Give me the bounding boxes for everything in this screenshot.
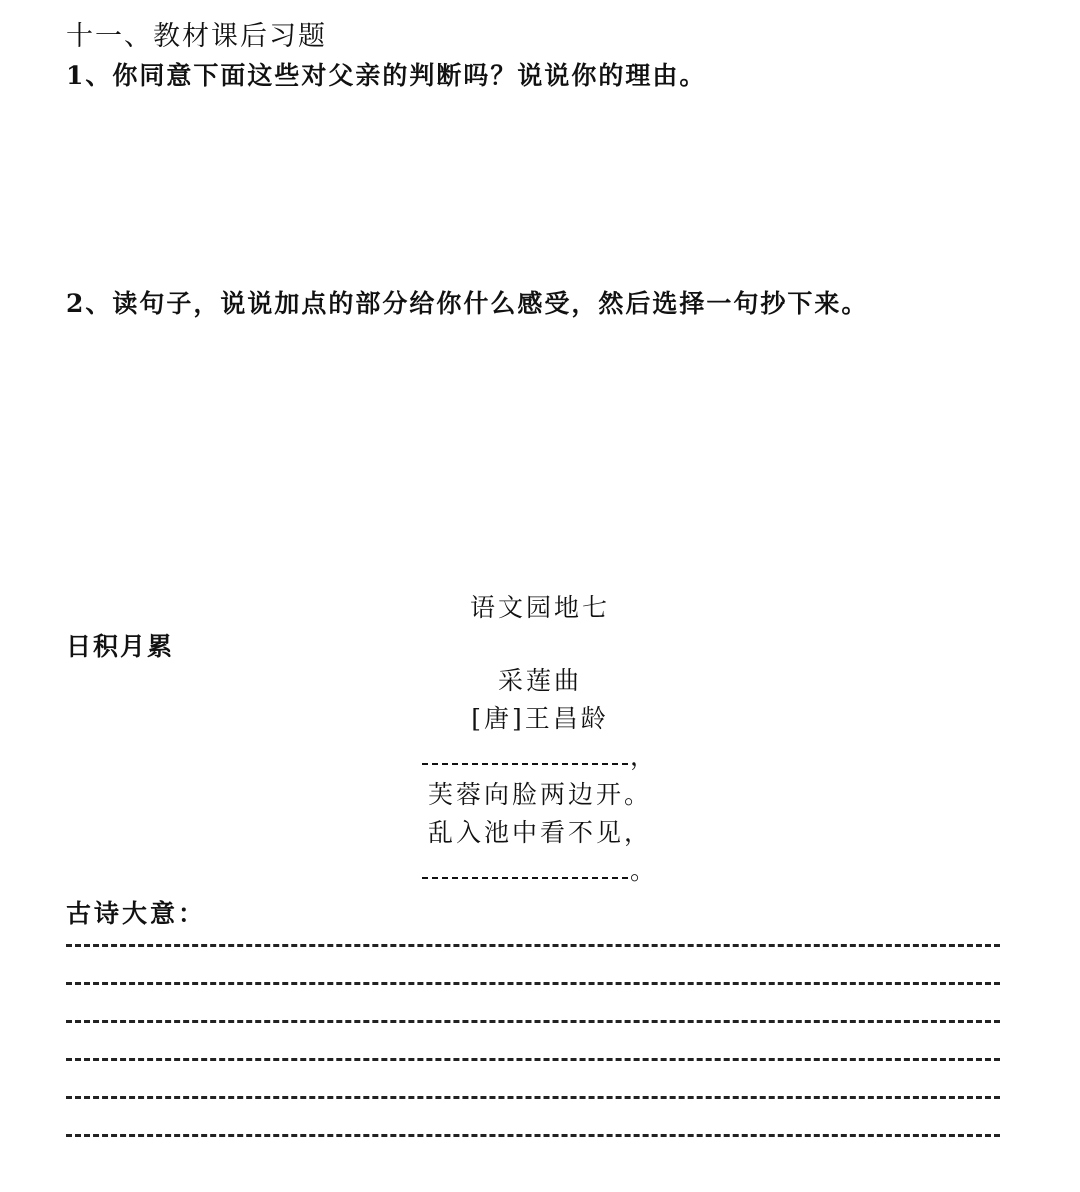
poem-line-4 bbox=[0, 854, 1080, 892]
section-title: 十一、教材课后习题 bbox=[66, 21, 327, 52]
garden-title: 语文园地七 bbox=[469, 593, 610, 622]
answer-line[interactable] bbox=[66, 944, 1000, 949]
poem-line-2: 芙蓉向脸两边开。 bbox=[427, 780, 652, 809]
answer-line[interactable] bbox=[66, 1134, 1000, 1139]
question-1: 1、你同意下面这些对父亲的判断吗？说说你的理由。 bbox=[66, 61, 707, 90]
answer-line[interactable] bbox=[66, 1058, 1000, 1063]
meaning-label: 古诗大意： bbox=[66, 899, 207, 928]
poem-line-4-punct: 。 bbox=[629, 856, 658, 885]
answer-line[interactable] bbox=[66, 1096, 1000, 1101]
meaning-answer-area[interactable] bbox=[66, 944, 1000, 1172]
poem-blank-4[interactable] bbox=[422, 859, 628, 879]
poem-line-1 bbox=[0, 740, 1080, 778]
poem-line-3: 乱入池中看不见， bbox=[427, 818, 652, 847]
accumulation-label: 日积月累 bbox=[66, 632, 175, 661]
poem-line-1-punct: ， bbox=[629, 742, 658, 771]
answer-line[interactable] bbox=[66, 1020, 1000, 1025]
poem-title: 采莲曲 bbox=[497, 666, 582, 695]
poem-blank-1[interactable] bbox=[422, 745, 628, 765]
poem-author: [唐]王昌龄 bbox=[471, 704, 609, 733]
answer-line[interactable] bbox=[66, 982, 1000, 987]
poem-block bbox=[0, 664, 1080, 892]
question-2: 2、读句子，说说加点的部分给你什么感受，然后选择一句抄下来。 bbox=[66, 289, 869, 318]
